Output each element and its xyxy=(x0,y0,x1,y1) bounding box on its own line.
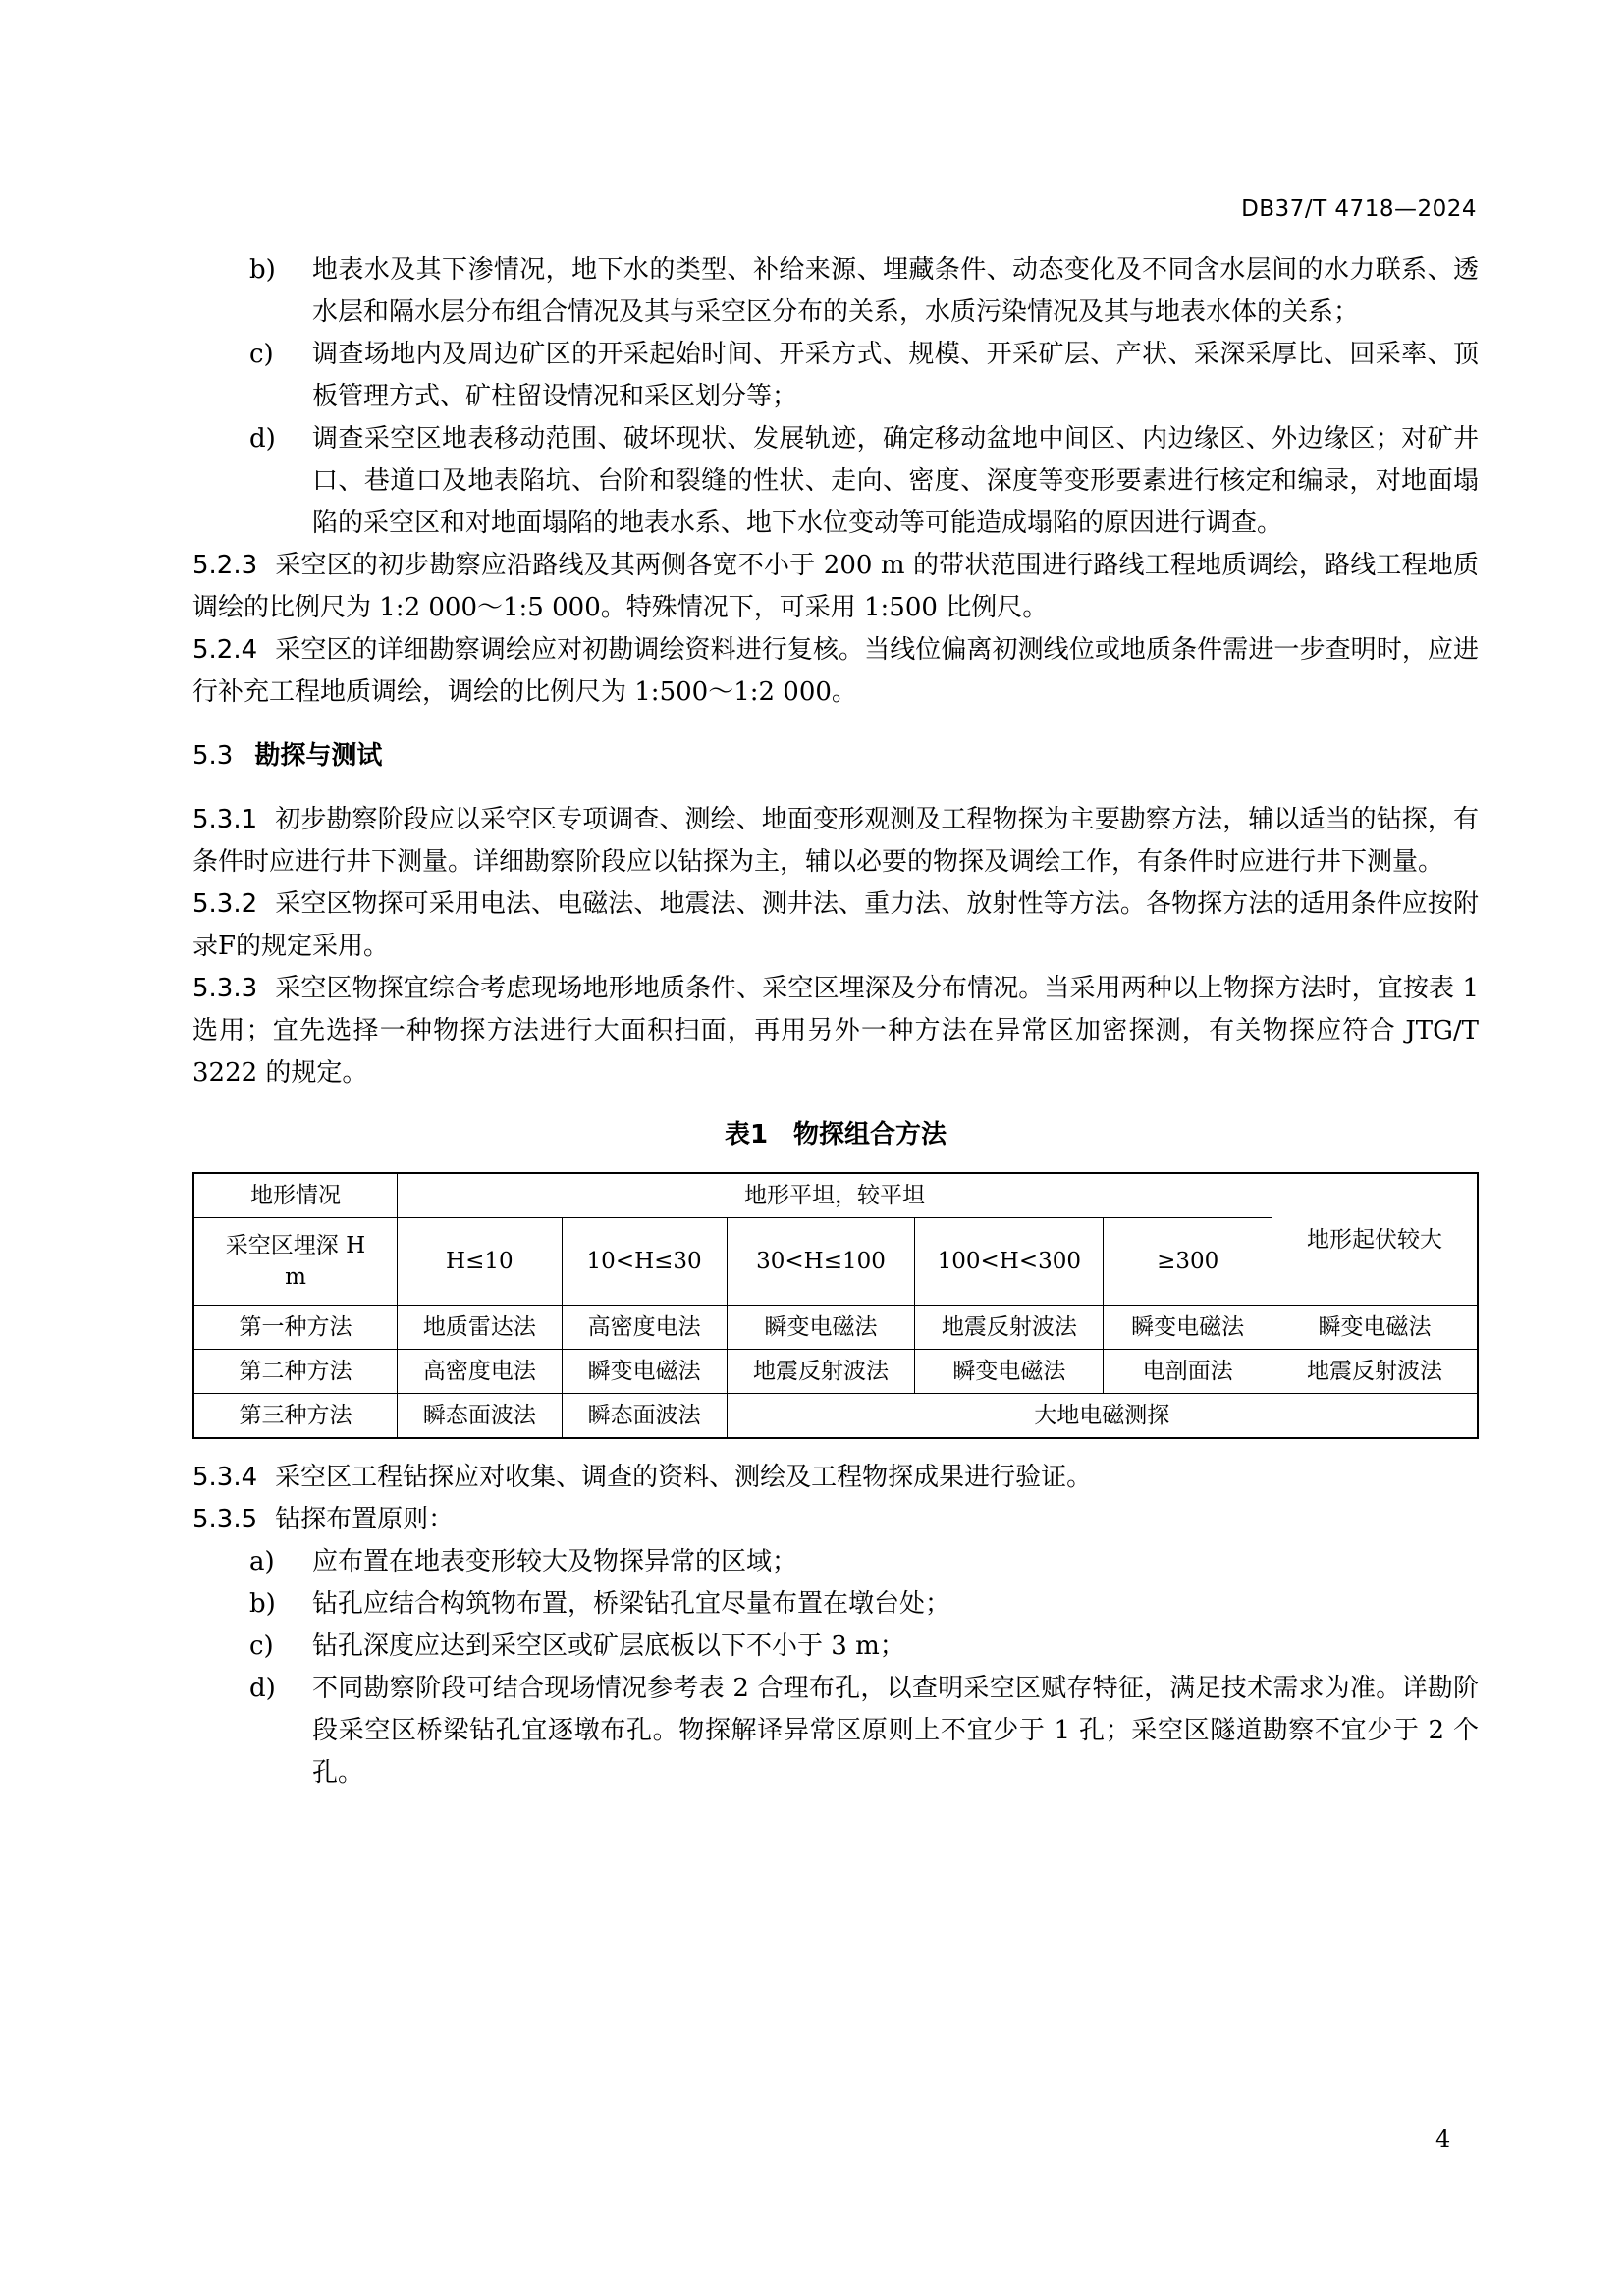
list-text: 调查采空区地表移动范围、破坏现状、发展轨迹，确定移动盆地中间区、内边缘区、外边缘区；对矿井口、巷道口及地表陷坑、台阶和裂缝的性状、走向、密度、深度等变形要素进行核定和编录，对地面塌陷的采空区和对地面塌陷的地表水系、地下水位变动等可能造成塌陷的原因进行调查。 xyxy=(312,424,1479,538)
clause-number: 5.3.5 xyxy=(192,1505,258,1534)
flat-terrain-header: 地形平坦，较平坦 xyxy=(397,1173,1272,1218)
clause-5-2-3 xyxy=(192,545,1479,629)
clause-number: 5.2.3 xyxy=(192,551,258,580)
clause-number: 5.2.4 xyxy=(192,635,258,665)
clause-text: 钻探布置原则： xyxy=(275,1505,455,1534)
table-cell: 高密度电法 xyxy=(397,1350,562,1394)
clause-number: 5.3.4 xyxy=(192,1463,258,1492)
row-label: 第一种方法 xyxy=(193,1306,397,1350)
table-cell: 地质雷达法 xyxy=(397,1306,562,1350)
section-title: 勘探与测试 xyxy=(254,741,383,771)
row-label: 第二种方法 xyxy=(193,1350,397,1394)
drilling-principles-list xyxy=(192,1541,1479,1794)
table-row xyxy=(193,1306,1478,1350)
clause-text: 采空区物探宜综合考虑现场地形地质条件、采空区埋深及分布情况。当采用两种以上物探方法时，宜按表 1 选用；宜先选择一种物探方法进行大面积扫面，再用另外一种方法在异常区加密探测，有关物探应符合 JTG/T 3222 的规定。 xyxy=(192,974,1479,1088)
table-cell: 瞬变电磁法 xyxy=(562,1350,727,1394)
list-text: 不同勘察阶段可结合现场情况参考表 2 合理布孔，以查明采空区赋存特征，满足技术需求为准。详勘阶段采空区桥梁钻孔宜逐墩布孔。物探解译异常区原则上不宜少于 1 孔；采空区隧道勘察不宜少于 2 个孔。 xyxy=(312,1674,1479,1788)
clause-5-3-4 xyxy=(192,1457,1479,1499)
depth-range-cell: 30<H≤100 xyxy=(727,1218,915,1306)
page-number: 4 xyxy=(1435,2125,1451,2153)
list-marker: d) xyxy=(249,1674,276,1703)
list-item xyxy=(192,1541,1479,1583)
terrain-header: 地形情况 xyxy=(193,1173,397,1218)
rugged-terrain-header: 地形起伏较大 xyxy=(1272,1173,1479,1306)
clause-5-2-4 xyxy=(192,629,1479,714)
section-5-2-list xyxy=(192,249,1479,545)
depth-header: 采空区埋深 H m xyxy=(193,1218,397,1306)
standard-code: DB37/T 4718—2024 xyxy=(1241,196,1477,222)
list-item xyxy=(192,1583,1479,1626)
list-marker: b) xyxy=(249,255,276,285)
list-text: 应布置在地表变形较大及物探异常的区域； xyxy=(312,1547,798,1576)
clause-5-3-2 xyxy=(192,883,1479,968)
depth-range-cell: ≥300 xyxy=(1104,1218,1272,1306)
table-cell: 地震反射波法 xyxy=(1272,1350,1479,1394)
clause-text: 初步勘察阶段应以采空区专项调查、测绘、地面变形观测及工程物探为主要勘察方法，辅以适当的钻探，有条件时应进行井下测量。详细勘察阶段应以钻探为主，辅以必要的物探及调绘工作，有条件时应进行井下测量。 xyxy=(192,805,1479,877)
list-text: 钻孔深度应达到采空区或矿层底板以下不小于 3 m； xyxy=(312,1631,905,1661)
table-row xyxy=(193,1394,1478,1439)
list-item xyxy=(192,249,1479,334)
table-row xyxy=(193,1350,1478,1394)
table-cell: 高密度电法 xyxy=(562,1306,727,1350)
table-caption: 物探组合方法 xyxy=(793,1120,947,1149)
table-title xyxy=(192,1114,1479,1156)
clause-number: 5.3.3 xyxy=(192,974,258,1003)
clause-text: 采空区工程钻探应对收集、调查的资料、测绘及工程物探成果进行验证。 xyxy=(275,1463,1093,1492)
clause-text: 采空区的初步勘察应沿路线及其两侧各宽不小于 200 m 的带状范围进行路线工程地质调绘，路线工程地质调绘的比例尺为 1:2 000～1:5 000。特殊情况下，可采用 1:500 比例尺。 xyxy=(192,551,1479,622)
document-body xyxy=(192,249,1479,1794)
list-text: 地表水及其下渗情况，地下水的类型、补给来源、埋藏条件、动态变化及不同含水层间的水力联系、透水层和隔水层分布组合情况及其与采空区分布的关系，水质污染情况及其与地表水体的关系； xyxy=(312,255,1479,327)
clause-number: 5.3.1 xyxy=(192,805,258,834)
section-heading-5-3 xyxy=(192,735,1479,777)
list-marker: c) xyxy=(249,340,274,369)
list-item xyxy=(192,1626,1479,1668)
list-text: 钻孔应结合构筑物布置，桥梁钻孔宜尽量布置在墩台处； xyxy=(312,1589,951,1619)
list-item xyxy=(192,334,1479,418)
table-cell: 电剖面法 xyxy=(1104,1350,1272,1394)
table-cell: 瞬变电磁法 xyxy=(1272,1306,1479,1350)
table-cell: 大地电磁测探 xyxy=(727,1394,1478,1439)
list-text: 调查场地内及周边矿区的开采起始时间、开采方式、规模、开采矿层、产状、采深采厚比、回采率、顶板管理方式、矿柱留设情况和采区划分等； xyxy=(312,340,1479,411)
table-cell: 瞬态面波法 xyxy=(397,1394,562,1439)
table-cell: 瞬变电磁法 xyxy=(727,1306,915,1350)
row-label: 第三种方法 xyxy=(193,1394,397,1439)
list-marker: c) xyxy=(249,1631,274,1661)
clause-text: 采空区物探可采用电法、电磁法、地震法、测井法、重力法、放射性等方法。各物探方法的适用条件应按附录F的规定采用。 xyxy=(192,889,1479,961)
section-number: 5.3 xyxy=(192,741,234,771)
list-marker: a) xyxy=(249,1547,275,1576)
clause-number: 5.3.2 xyxy=(192,889,258,919)
clause-5-3-1 xyxy=(192,799,1479,883)
geophysical-methods-table xyxy=(192,1172,1479,1439)
table-cell: 地震反射波法 xyxy=(915,1306,1104,1350)
table-cell: 瞬变电磁法 xyxy=(915,1350,1104,1394)
list-item xyxy=(192,1668,1479,1794)
clause-5-3-3 xyxy=(192,968,1479,1095)
depth-range-cell: H≤10 xyxy=(397,1218,562,1306)
depth-range-cell: 10<H≤30 xyxy=(562,1218,727,1306)
clause-5-3-5 xyxy=(192,1499,1479,1541)
table-cell: 瞬变电磁法 xyxy=(1104,1306,1272,1350)
list-marker: d) xyxy=(249,424,276,454)
table-cell: 地震反射波法 xyxy=(727,1350,915,1394)
depth-range-cell: 100<H<300 xyxy=(915,1218,1104,1306)
table-number: 表1 xyxy=(724,1120,769,1149)
list-marker: b) xyxy=(249,1589,276,1619)
table-row xyxy=(193,1173,1478,1218)
table-cell: 瞬态面波法 xyxy=(562,1394,727,1439)
list-item xyxy=(192,418,1479,545)
clause-text: 采空区的详细勘察调绘应对初勘调绘资料进行复核。当线位偏离初测线位或地质条件需进一步查明时，应进行补充工程地质调绘，调绘的比例尺为 1:500～1:2 000。 xyxy=(192,635,1479,707)
